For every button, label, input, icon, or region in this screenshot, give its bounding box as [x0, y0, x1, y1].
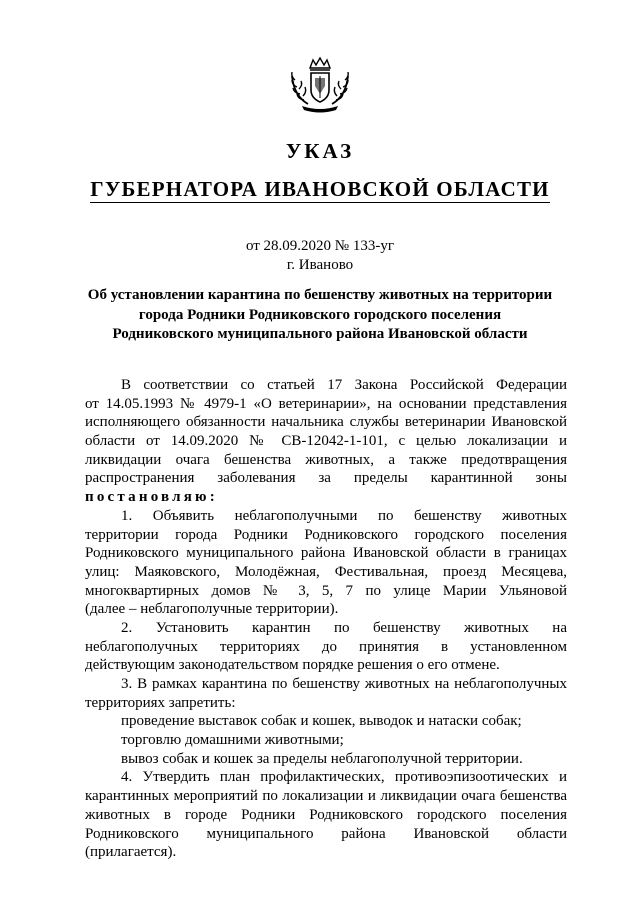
body-line: 2. Установить карантин по бешенству животных на — [121, 619, 567, 636]
body-line: улиц: Маяковского, Молодёжная, Фестивальная, проезд Месяцева, — [85, 563, 567, 580]
body-line: (далее – неблагополучные территории). — [85, 601, 339, 618]
body-line: В соответствии со статьей 17 Закона Российской Федерации — [121, 377, 567, 393]
body-line: неблагополучных территориях до принятия в установленном — [85, 638, 567, 655]
body-line: животных в городе Родники Родниковского городского поселения — [85, 806, 567, 823]
document-type: УКАЗ — [285, 139, 355, 163]
body-line: распространения заболевания за пределы карантинной зоны — [85, 470, 567, 487]
body-line: территориях запретить: — [85, 694, 236, 711]
issuer-title: ГУБЕРНАТОРА ИВАНОВСКОЙ ОБЛАСТИ — [90, 177, 550, 201]
body-line: Родниковского муниципального района Ивановской области в границах — [85, 545, 567, 562]
body-line: исполняющего обязанности начальника службы ветеринарии Ивановской — [85, 414, 567, 431]
body-line: 4. Утвердить план профилактических, противоэпизоотических и — [121, 769, 567, 786]
body-line: действующим законодательством порядке решения о его отмене. — [85, 657, 500, 674]
date-number: от 28.09.2020 № 133-уг — [245, 238, 395, 254]
body-line: 3. В рамках карантина по бешенству животных на неблагополучных — [121, 676, 567, 692]
coat-of-arms-icon — [286, 56, 354, 114]
body-line: торговлю домашними животными; — [121, 732, 344, 749]
body-line: 1. Объявить неблагополучными по бешенству животных — [121, 507, 567, 524]
body-line: от 14.05.1993 № 4979-1 «О ветеринарии», на основании представления — [85, 395, 567, 412]
subject-line: города Родники Родниковского городского поселения — [138, 306, 502, 323]
document-subject — [70, 286, 570, 345]
body-line: области от 14.09.2020 № СВ-12042-1-101, с целью локализации и — [85, 433, 567, 450]
body-line: карантинных мероприятий по локализации и ликвидации очага бешенства — [85, 788, 567, 805]
body-line: многоквартирных домов № 3, 5, 7 по улице Марии Ульяновой — [85, 582, 567, 599]
city: г. Иваново — [286, 257, 354, 273]
document-body — [85, 376, 567, 862]
subject-line: Родниковского муниципального района Ивановской области — [112, 326, 528, 342]
body-line: (прилагается). — [85, 844, 177, 861]
body-line: ликвидации очага бешенства животных, а также предотвращения — [85, 451, 567, 468]
body-line: вывоз собак и кошек за пределы неблагополучной территории. — [121, 750, 523, 767]
decree-word: постановляю: — [85, 489, 218, 506]
subject-line: Об установлении карантина по бешенству животных на территории — [87, 287, 553, 303]
body-line: территории города Родники Родниковского городского поселения — [85, 526, 567, 543]
body-line: Родниковского муниципального района Ивановской области — [85, 825, 567, 842]
body-line: проведение выставок собак и кошек, выводок и натаски собак; — [121, 713, 522, 730]
